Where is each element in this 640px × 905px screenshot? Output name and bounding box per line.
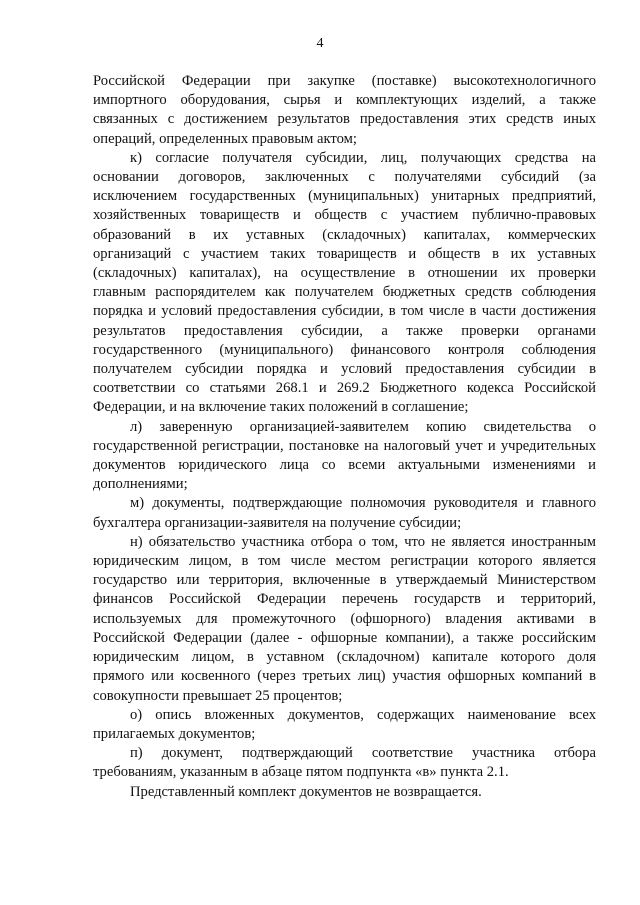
text-line: документов юридического лица со всеми актуальными изменениями и — [93, 457, 596, 474]
text-line: п) документ, подтверждающий соответствие участника отбора — [130, 745, 596, 762]
paragraph-closing — [93, 783, 596, 802]
document-body — [93, 72, 596, 802]
text-line: соответствии со статьями 268.1 и 269.2 Бюджетного кодекса Российской — [93, 380, 596, 397]
paragraph-item-l — [93, 418, 596, 495]
text-line: используемых для промежуточного (офшорного) владения активами в — [93, 610, 596, 627]
text-line: юридическим лицом, в уставном (складочном) капитале которого доля — [93, 649, 596, 666]
text-line: финансов Российской Федерации перечень государств и территорий, — [93, 591, 596, 608]
text-line: результатов предоставления субсидии, а также проверки органами — [93, 322, 596, 339]
text-line: Федерации, и на включение таких положений в соглашение; — [93, 399, 469, 416]
text-line: хозяйственных товариществ и обществ с участием публично-правовых — [93, 207, 596, 224]
text-line: дополнениями; — [93, 476, 188, 493]
paragraph-item-k — [93, 149, 596, 418]
paragraph-item-p — [93, 744, 596, 782]
text-line: организаций с участием таких товариществ и обществ в их уставных — [93, 245, 596, 262]
page-number: 4 — [316, 36, 324, 51]
text-line: о) опись вложенных документов, содержащих наименование всех — [130, 706, 596, 723]
paragraph-item-o — [93, 706, 596, 744]
text-line: Российской Федерации при закупке (поставке) высокотехнологичного — [93, 73, 596, 89]
paragraph-item-n — [93, 533, 596, 706]
text-line: юридическим лицом, в том числе местом регистрации которого является — [93, 553, 596, 570]
text-line: к) согласие получателя субсидии, лиц, получающих средства на — [130, 149, 596, 166]
text-line: исключением государственных (муниципальных) унитарных предприятий, — [93, 188, 596, 205]
text-line: государственной регистрации, постановке на налоговый учет и учредительных — [93, 437, 596, 454]
text-line: Представленный комплект документов не возвращается. — [130, 783, 482, 800]
text-line: совокупности превышает 25 процентов; — [93, 687, 343, 704]
text-line: операций, определенных правовым актом; — [93, 130, 357, 147]
text-line: главным распорядителем как получателем бюджетных средств соблюдения — [93, 284, 596, 301]
paragraph-item-m — [93, 494, 596, 532]
text-line: Российской Федерации (далее - офшорные компании), а также российским — [93, 629, 596, 646]
text-line: порядка и условий предоставления субсидии, в том числе в части достижения — [93, 303, 596, 320]
text-line: требованиям, указанным в абзаце пятом подпункта «в» пункта 2.1. — [93, 764, 509, 781]
text-line: м) документы, подтверждающие полномочия руководителя и главного — [130, 495, 596, 512]
text-line: импортного оборудования, сырья и комплектующих изделий, а также — [93, 92, 596, 109]
text-line: государство или территория, включенные в утверждаемый Министерством — [93, 572, 596, 589]
text-line: бухгалтера организации-заявителя на получение субсидии; — [93, 514, 462, 531]
text-line: прямого или косвенного (через третьих лиц) участия офшорных компаний в — [93, 668, 596, 685]
text-line: л) заверенную организацией-заявителем копию свидетельства о — [130, 418, 596, 435]
text-line: государственного (муниципального) финансового контроля соблюдения — [93, 341, 596, 358]
text-line: получателем субсидии порядка и условий предоставления субсидии в — [93, 361, 596, 378]
text-line: прилагаемых документов; — [93, 725, 256, 742]
text-line: основании договоров, заключенных с получателями субсидий (за — [93, 169, 596, 186]
text-line: образований в их уставных (складочных) капиталах, коммерческих — [93, 226, 596, 243]
paragraph-continuation — [93, 72, 596, 149]
text-line: (складочных) капиталах), на осуществление в отношении их проверки — [93, 265, 596, 282]
text-line: н) обязательство участника отбора о том, что не является иностранным — [130, 533, 596, 550]
text-line: связанных с достижением результатов предоставления этих средств иных — [93, 111, 596, 128]
